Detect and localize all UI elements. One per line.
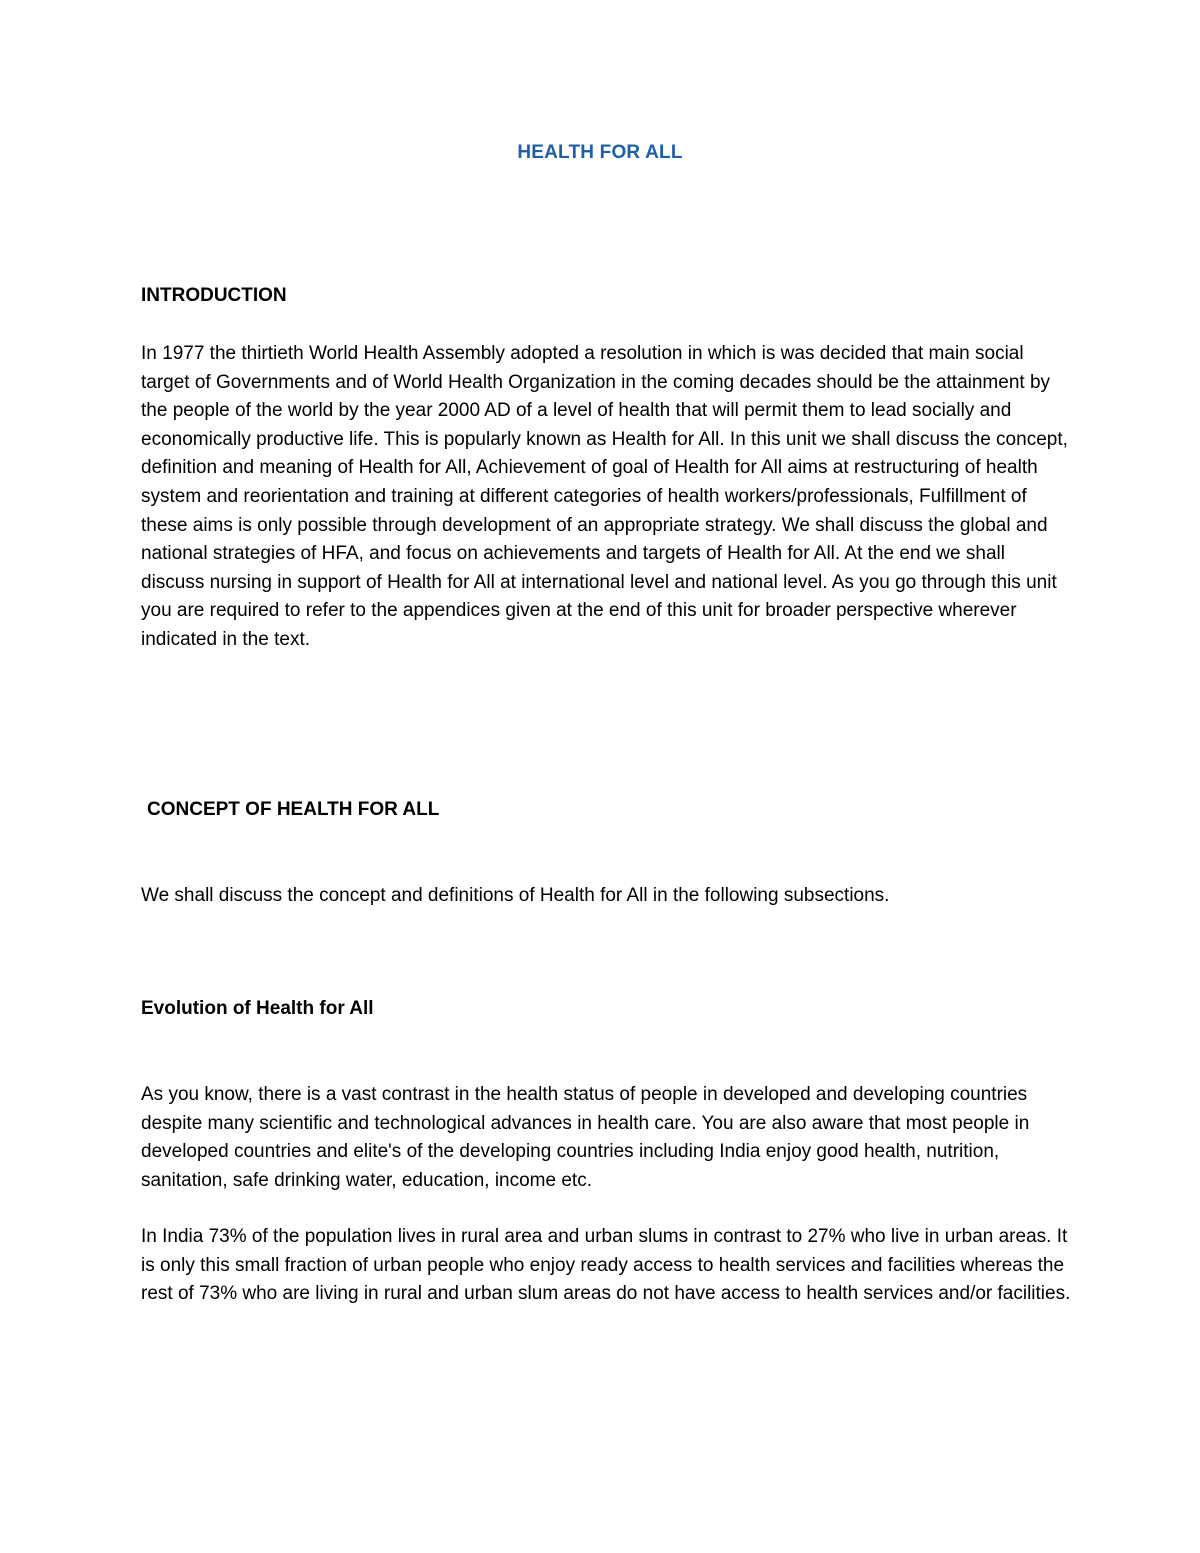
paragraph-text: As you know, there is a vast contrast in the health status of people in developed and developing countries despite many scientific and technological advances in health care. You are also aware that most people in developed countries and elite's of the developing countries including India enjoy good health, nutrition, sanitation, safe drinking water, education, income etc. bbox=[141, 1084, 1030, 1191]
section-heading-introduction: INTRODUCTION bbox=[141, 285, 287, 306]
section-heading-evolution: Evolution of Health for All bbox=[141, 998, 374, 1019]
paragraph-text: In India 73% of the population lives in rural area and urban slums in contrast to 27% who live in urban areas. It is only this small fraction of urban people who enjoy ready access to health services and facilities whereas the rest of 73% who are living in rural and urban slum areas do not have access to health services and/or facilities. bbox=[141, 1226, 1071, 1305]
section-heading-concept: CONCEPT OF HEALTH FOR ALL bbox=[147, 799, 440, 820]
paragraph-text: In 1977 the thirtieth World Health Assembly adopted a resolution in which is was decided that main social target of Governments and of World Health Organization in the coming decades should be the attainment by the people of the world by the year 2000 AD of a level of health that will permit them to lead socially and economically productive life. This is popularly known as Health for All. In this unit we shall discuss the concept, definition and meaning of Health for All, Achievement of goal of Health for All aims at restructuring of health system and reorientation and training at different categories of health workers/professionals, Fulfillment of these aims is only possible through development of an appropriate strategy. We shall discuss the global and national strategies of HFA, and focus on achievements and targets of Health for All. At the end we shall discuss nursing in support of Health for All at international level and national level. As you go through this unit you are required to refer to the appendices given at the end of this unit for broader perspective wherever indicated in the text. bbox=[141, 343, 1068, 650]
evolution-paragraph-1 bbox=[141, 1081, 1071, 1195]
introduction-paragraph bbox=[141, 340, 1071, 655]
evolution-paragraph-2 bbox=[141, 1223, 1071, 1309]
paragraph-text: We shall discuss the concept and definitions of Health for All in the following subsections. bbox=[141, 885, 890, 906]
document-title: HEALTH FOR ALL bbox=[517, 142, 683, 163]
concept-paragraph bbox=[141, 882, 1071, 911]
